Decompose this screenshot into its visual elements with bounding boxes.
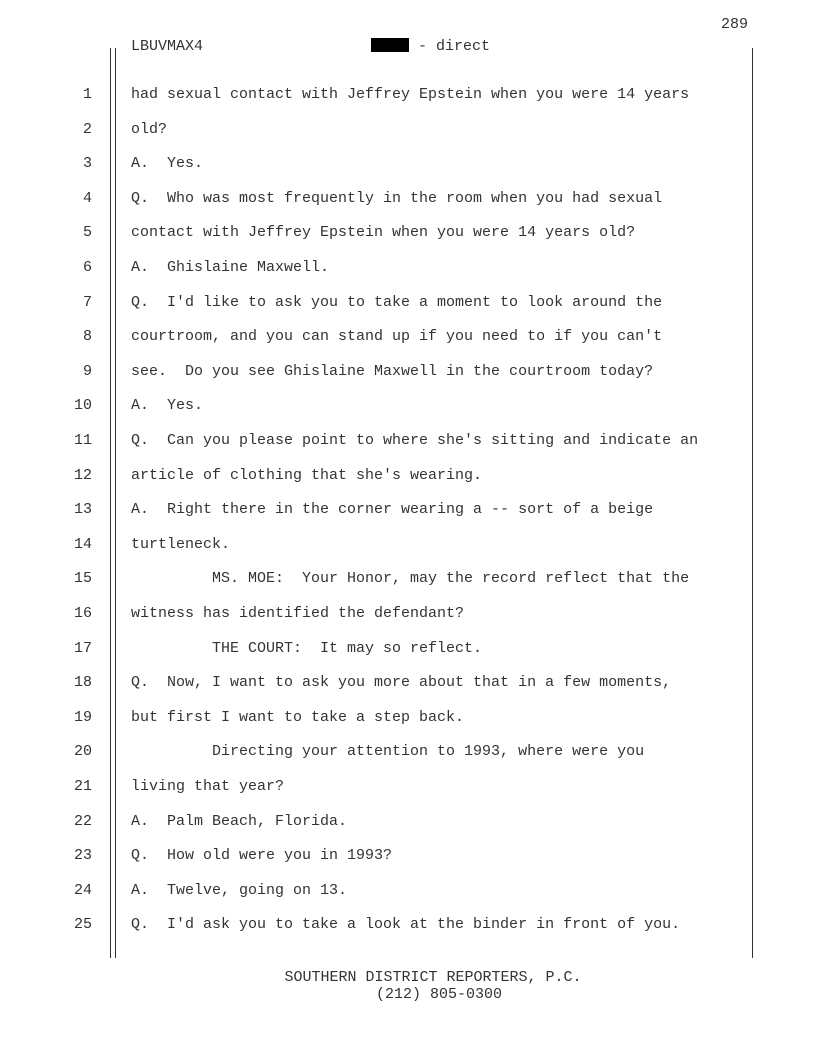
line-text: A. Twelve, going on 13. [131,882,348,899]
line-text: Q. I'd like to ask you to take a moment to look around the [131,294,663,311]
line-number: 21 [73,778,92,795]
line-text: witness has identified the defendant? [131,605,465,622]
line-text: see. Do you see Ghislaine Maxwell in the courtroom today? [131,363,654,380]
transcript-line [0,915,816,935]
line-text: A. Ghislaine Maxwell. [131,259,330,276]
page-number: 289 [720,16,748,33]
line-number: 20 [73,743,92,760]
transcript-line [0,466,816,486]
line-text: article of clothing that she's wearing. [131,467,483,484]
line-text: Q. Now, I want to ask you more about that in a few moments, [131,674,672,691]
line-text: Q. Can you please point to where she's sitting and indicate an [131,432,699,449]
transcript-line [0,639,816,659]
line-number: 6 [82,259,92,276]
line-number: 18 [73,674,92,691]
line-number: 1 [82,86,92,103]
line-text: A. Palm Beach, Florida. [131,813,348,830]
footer-phone: (212) 805-0300 [375,986,503,1003]
transcript-line [0,673,816,693]
line-text: Q. I'd ask you to take a look at the binder in front of you. [131,916,681,933]
transcript-line [0,742,816,762]
line-text: old? [131,121,168,138]
line-number: 23 [73,847,92,864]
line-text: A. Yes. [131,397,204,414]
line-text: courtroom, and you can stand up if you need to if you can't [131,328,663,345]
transcript-line [0,535,816,555]
line-number: 19 [73,709,92,726]
line-text: Q. How old were you in 1993? [131,847,393,864]
transcript-line [0,258,816,278]
line-number: 13 [73,501,92,518]
line-text: living that year? [131,778,285,795]
transcript-line [0,396,816,416]
section-header [371,38,490,55]
footer-reporter: SOUTHERN DISTRICT REPORTERS, P.C. [284,969,582,986]
transcript-line [0,362,816,382]
line-number: 12 [73,467,92,484]
line-text: had sexual contact with Jeffrey Epstein when you were 14 years [131,86,690,103]
line-text: Q. Who was most frequently in the room when you had sexual [131,190,663,207]
line-number: 10 [73,397,92,414]
transcript-line [0,569,816,589]
transcript-line [0,777,816,797]
transcript-line [0,223,816,243]
redaction-block [371,38,409,52]
transcript-line [0,708,816,728]
line-number: 7 [82,294,92,311]
case-code: LBUVMAX4 [131,38,204,55]
line-number: 2 [82,121,92,138]
transcript-line [0,846,816,866]
line-number: 17 [73,640,92,657]
line-number: 14 [73,536,92,553]
line-number: 4 [82,190,92,207]
section-label: - direct [409,38,491,55]
line-number: 22 [73,813,92,830]
transcript-line [0,189,816,209]
transcript-line [0,327,816,347]
transcript-line [0,85,816,105]
line-text: MS. MOE: Your Honor, may the record reflect that the [131,570,690,587]
line-number: 24 [73,882,92,899]
line-number: 9 [82,363,92,380]
line-text: A. Right there in the corner wearing a -- sort of a beige [131,501,654,518]
transcript-line [0,812,816,832]
line-text: A. Yes. [131,155,204,172]
line-number: 25 [73,916,92,933]
line-text: THE COURT: It may so reflect. [131,640,483,657]
transcript-line [0,604,816,624]
transcript-line [0,293,816,313]
line-number: 16 [73,605,92,622]
line-text: contact with Jeffrey Epstein when you were 14 years old? [131,224,636,241]
line-text: Directing your attention to 1993, where were you [131,743,645,760]
transcript-line [0,154,816,174]
transcript-line [0,881,816,901]
transcript-line [0,500,816,520]
line-number: 15 [73,570,92,587]
line-number: 5 [82,224,92,241]
line-text: turtleneck. [131,536,231,553]
transcript-line [0,431,816,451]
line-text: but first I want to take a step back. [131,709,465,726]
line-number: 8 [82,328,92,345]
transcript-line [0,120,816,140]
line-number: 3 [82,155,92,172]
line-number: 11 [73,432,92,449]
